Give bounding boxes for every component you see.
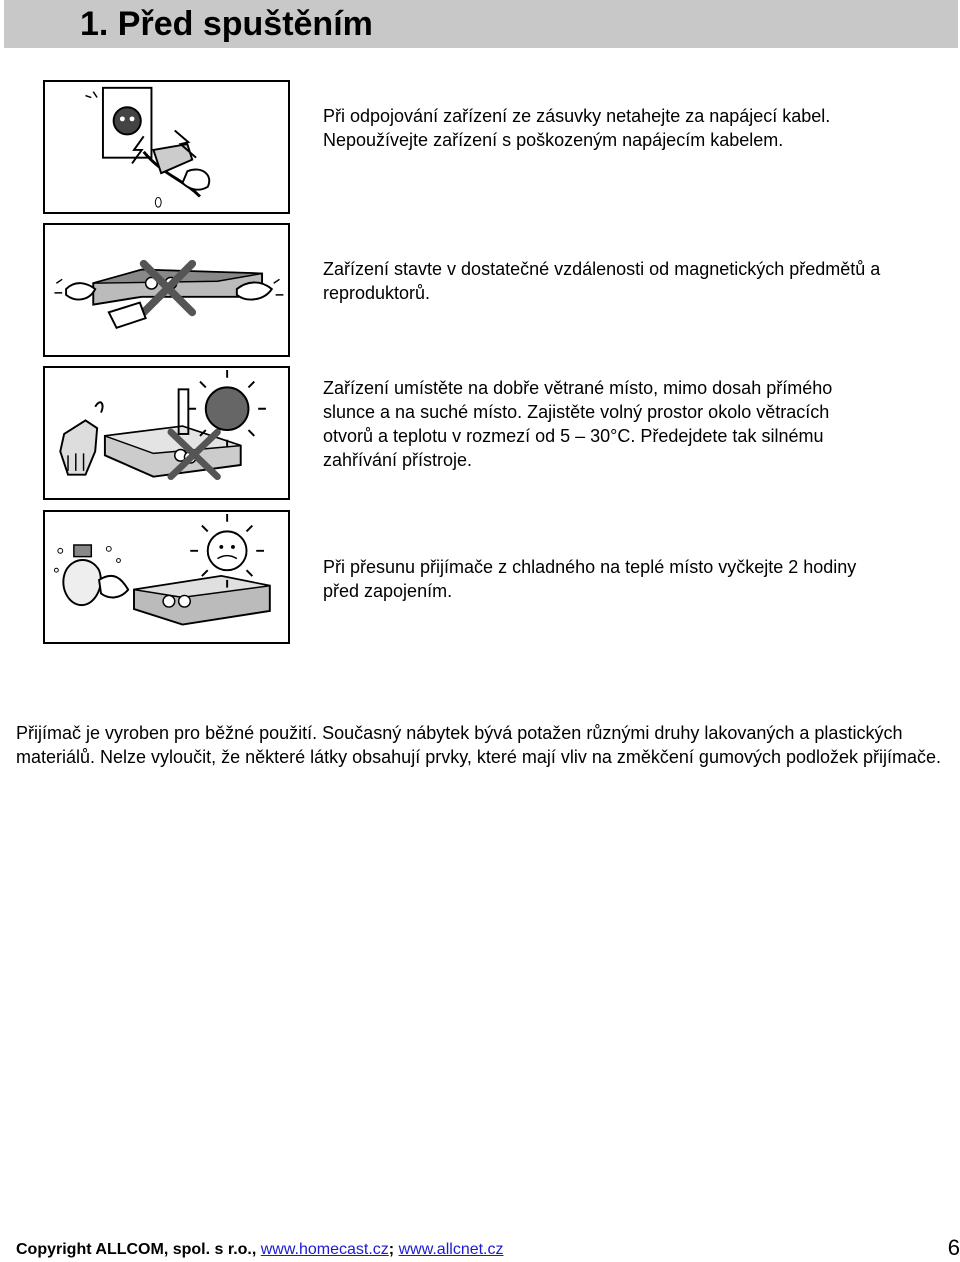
footer xyxy=(16,1240,960,1262)
sun-heat-icon xyxy=(45,368,288,498)
note-power-cable: Při odpojování zařízení ze zásuvky netahejte za napájecí kabel. Nepoužívejte zařízení s poškozeným napájecím kabelem. xyxy=(323,106,831,150)
page-title: 1. Před spuštěním xyxy=(80,5,373,43)
note-ventilation: Zařízení umístěte na dobře větrané místo, mimo dosah přímého slunce a na suché místo. Zajistěte volný prostor okolo větracích otvorů a teplotu v rozmezí od 5 – 30°C. Předejdete tak silnému zahřívání přístroje. xyxy=(323,378,833,470)
furniture-note: Přijímač je vyroben pro běžné použití. Současný nábytek bývá potažen různými druhy lakovaných a plastických materiálů. Nelze vyloučit, že některé látky obsahují prvky, které mají vliv na změkčení gumových podložek přijímače. xyxy=(16,723,942,767)
note-condensation: Při přesunu přijímače z chladného na teplé místo vyčkejte 2 hodiny před zapojením. xyxy=(323,557,857,601)
allcnet-link[interactable]: www.allcnet.cz xyxy=(398,1241,504,1258)
illustration-ventilation-warning xyxy=(43,366,290,500)
illustration-magnets-warning xyxy=(43,223,290,357)
illustration-plug-warning xyxy=(43,80,290,214)
note-magnetic-distance: Zařízení stavte v dostatečné vzdálenosti od magnetických předmětů a reproduktorů. xyxy=(323,259,881,303)
copyright-text: Copyright ALLCOM, spol. s r.o., xyxy=(16,1241,261,1258)
snowman-sun-icon xyxy=(45,512,288,642)
homecast-link[interactable]: www.homecast.cz xyxy=(260,1241,389,1258)
plug-socket-icon xyxy=(45,82,288,212)
receiver-magnet-icon xyxy=(45,225,288,355)
illustration-condensation-warning xyxy=(43,510,290,644)
link-separator: ; xyxy=(388,1241,399,1258)
page-number: 6 xyxy=(947,1235,960,1260)
